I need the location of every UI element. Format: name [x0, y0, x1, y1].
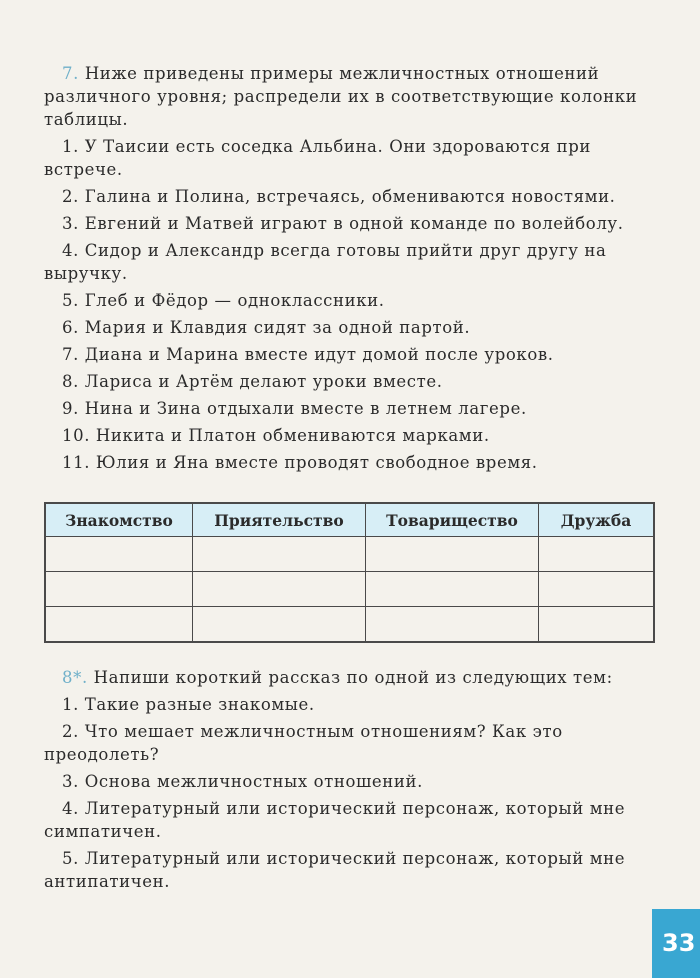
task-7-number: 7. — [62, 64, 79, 83]
table-cell[interactable] — [193, 537, 366, 572]
table-cell[interactable] — [366, 607, 539, 643]
table-cell[interactable] — [366, 537, 539, 572]
list-item: 7. Диана и Марина вместе идут домой после уроков. — [62, 345, 554, 364]
relations-table — [44, 502, 655, 643]
list-item: 2. Галина и Полина, встречаясь, обмениваются новостями. — [62, 187, 616, 206]
table-cell[interactable] — [193, 607, 366, 643]
list-item: 1. У Таисии есть соседка Альбина. Они здороваются при встрече. — [44, 137, 592, 179]
table-row — [45, 607, 654, 643]
column-header-comradeship: Товарищество — [366, 503, 539, 537]
table-cell[interactable] — [366, 572, 539, 607]
list-item: 6. Мария и Клавдия сидят за одной партой. — [62, 318, 471, 337]
task-8-number: 8*. — [62, 668, 88, 687]
column-header-friendship: Дружба — [539, 503, 655, 537]
list-item: 4. Литературный или исторический персонаж, который мне симпатичен. — [44, 799, 626, 841]
table-row — [45, 572, 654, 607]
task-8-intro-text: Напиши короткий рассказ по одной из следующих тем: — [93, 668, 613, 687]
list-item: 5. Глеб и Фёдор — одноклассники. — [62, 291, 385, 310]
table-header-row — [45, 503, 654, 537]
column-header-fellowship: Приятельство — [193, 503, 366, 537]
list-item: 2. Что мешает межличностным отношениям? Как это преодолеть? — [44, 722, 563, 764]
table-cell[interactable] — [45, 537, 193, 572]
task-7-intro-text: Ниже приведены примеры межличностных отношений различного уровня; распредели их в соответствующие колонки таблицы. — [44, 64, 638, 129]
task-8 — [44, 666, 656, 893]
list-item: 4. Сидор и Александр всегда готовы прийти друг другу на выручку. — [44, 241, 607, 283]
table-cell[interactable] — [45, 572, 193, 607]
list-item: 3. Основа межличностных отношений. — [62, 772, 423, 791]
table-cell[interactable] — [193, 572, 366, 607]
table-cell[interactable] — [539, 537, 655, 572]
column-header-acquaintance: Знакомство — [45, 503, 193, 537]
list-item: 11. Юлия и Яна вместе проводят свободное время. — [62, 453, 538, 472]
page-number: 33 — [652, 909, 700, 978]
table-cell[interactable] — [539, 572, 655, 607]
list-item: 3. Евгений и Матвей играют в одной команде по волейболу. — [62, 214, 624, 233]
table-row — [45, 537, 654, 572]
list-item: 10. Никита и Платон обмениваются марками. — [62, 426, 490, 445]
task-7 — [44, 62, 656, 474]
task-7-intro — [44, 62, 656, 131]
table-cell[interactable] — [539, 607, 655, 643]
list-item: 1. Такие разные знакомые. — [62, 695, 315, 714]
list-item: 5. Литературный или исторический персонаж, который мне антипатичен. — [44, 849, 626, 891]
list-item: 8. Лариса и Артём делают уроки вместе. — [62, 372, 443, 391]
table-cell[interactable] — [45, 607, 193, 643]
list-item: 9. Нина и Зина отдыхали вместе в летнем лагере. — [62, 399, 527, 418]
task-8-intro — [44, 666, 656, 689]
